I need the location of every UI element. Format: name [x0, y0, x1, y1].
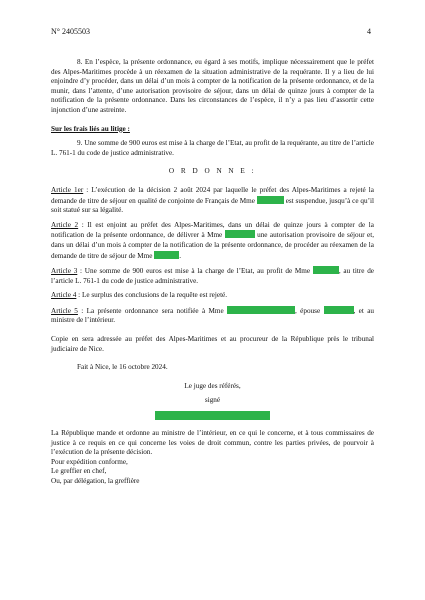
fait-date: Fait à Nice, le 16 octobre 2024. — [77, 363, 168, 372]
article-2-label: Article 2 — [51, 220, 79, 229]
expedition-line-2: Le greffier en chef, — [51, 467, 107, 476]
redacted-name — [227, 306, 295, 314]
article-4 — [51, 291, 374, 301]
formule-executoire: La République mande et ordonne au ministre de l’intérieur, en ce qui le concerne, et à tous commissaires de justice à ce requis en ce qui concerne les voies de droit commun, contre les parties privées, de pourvoir à l’exécution de la présente décision. — [51, 429, 374, 457]
article-5-text-a: : La présente ordonnance sera notifiée à Mme — [77, 306, 228, 315]
article-4-text: : Le surplus des conclusions de la requête est rejeté. — [76, 291, 228, 300]
expedition-line-3: Ou, par délégation, la greffière — [51, 477, 140, 485]
article-1-text-a: : L’exécution de la décision 2 août 2024 par laquelle le préfet des Alpes-Maritimes a rejeté la demande de titre de séjour en qualité de conjointe de Français de Mme — [51, 185, 374, 205]
redacted-signature-name — [155, 411, 270, 420]
article-3-label: Article 3 — [51, 267, 78, 276]
article-5-label: Article 5 — [51, 306, 78, 315]
article-2 — [51, 221, 374, 261]
redacted-name — [225, 230, 255, 238]
article-2-text-b: une autorisation provisoire de séjour et, dans un délai d’un mois à compter de la notification de la présente ordonnance, de procéder au réexamen de la demande de titre de séjour de Mme — [51, 231, 374, 260]
article-3-text-b: , au titre de l’article L. 761-1 du code de justice administrative. — [51, 267, 374, 285]
ordonne-heading: O R D O N N E : — [168, 167, 257, 176]
expedition-line-1: Pour expédition conforme, — [51, 457, 128, 466]
paragraph-9: 9. Une somme de 900 euros est mise à la charge de l’Etat, au profit de la requérante, au titre de l’article L. 761-1 du code de justice administrative. — [51, 139, 374, 157]
article-1-label: Article 1er — [51, 185, 84, 194]
redacted-name — [313, 266, 339, 274]
redacted-name — [154, 251, 179, 259]
article-2-text-c: . — [179, 251, 181, 260]
article-3-text-a: : Une somme de 900 euros est mise à la charge de l’Etat, au profit de Mme — [77, 267, 313, 276]
article-3 — [51, 266, 374, 286]
article-2-text-a: : Il est enjoint au préfet des Alpes-Maritimes, dans un délai de quinze jours à compter de la notification de la présente ordonnance, de délivrer à Mme — [51, 220, 374, 240]
juge-title: Le juge des référés, — [184, 381, 241, 390]
signature-mention: signé — [204, 396, 221, 405]
document-body — [51, 58, 374, 487]
redacted-name — [324, 306, 354, 314]
article-5-text-c: , et au ministre de l’intérieur. — [51, 306, 374, 325]
section-heading-frais: Sur les frais liés au litige : — [51, 124, 130, 133]
article-5 — [51, 306, 374, 326]
paragraph-8: 8. En l’espèce, la présente ordonnance, eu égard à ses motifs, implique nécessairement que le préfet des Alpes-Maritimes procède à un réexamen de la situation administrative de la requérante. Il y a lieu de lui enjoindre d’y procéder, dans un délai d’un mois à compter de la notification de la présente ordonnance, et de la munir, dans l’attente, d’une autorisation provisoire de séjour, dans un délai de quinze jours à compter de la notification de la présente ordonnance. Dans les circonstances de l’espèce, il n’y a pas lieu d’assortir cette injonction d’une astreinte. — [51, 58, 374, 114]
copie-paragraph: Copie en sera adressée au préfet des Alpes-Maritimes et au procureur de la République près le tribunal judiciaire de Nice. — [51, 335, 374, 353]
article-4-label: Article 4 — [51, 291, 77, 300]
article-1-text-b: est suspendue, jusqu’à ce qu’il soit statué sur sa légalité. — [51, 196, 374, 215]
case-number: N° 2405503 — [51, 27, 90, 36]
article-1 — [51, 186, 374, 216]
page-number: 4 — [367, 27, 371, 36]
article-5-text-b: , épouse — [295, 306, 324, 315]
redacted-name — [257, 196, 284, 204]
